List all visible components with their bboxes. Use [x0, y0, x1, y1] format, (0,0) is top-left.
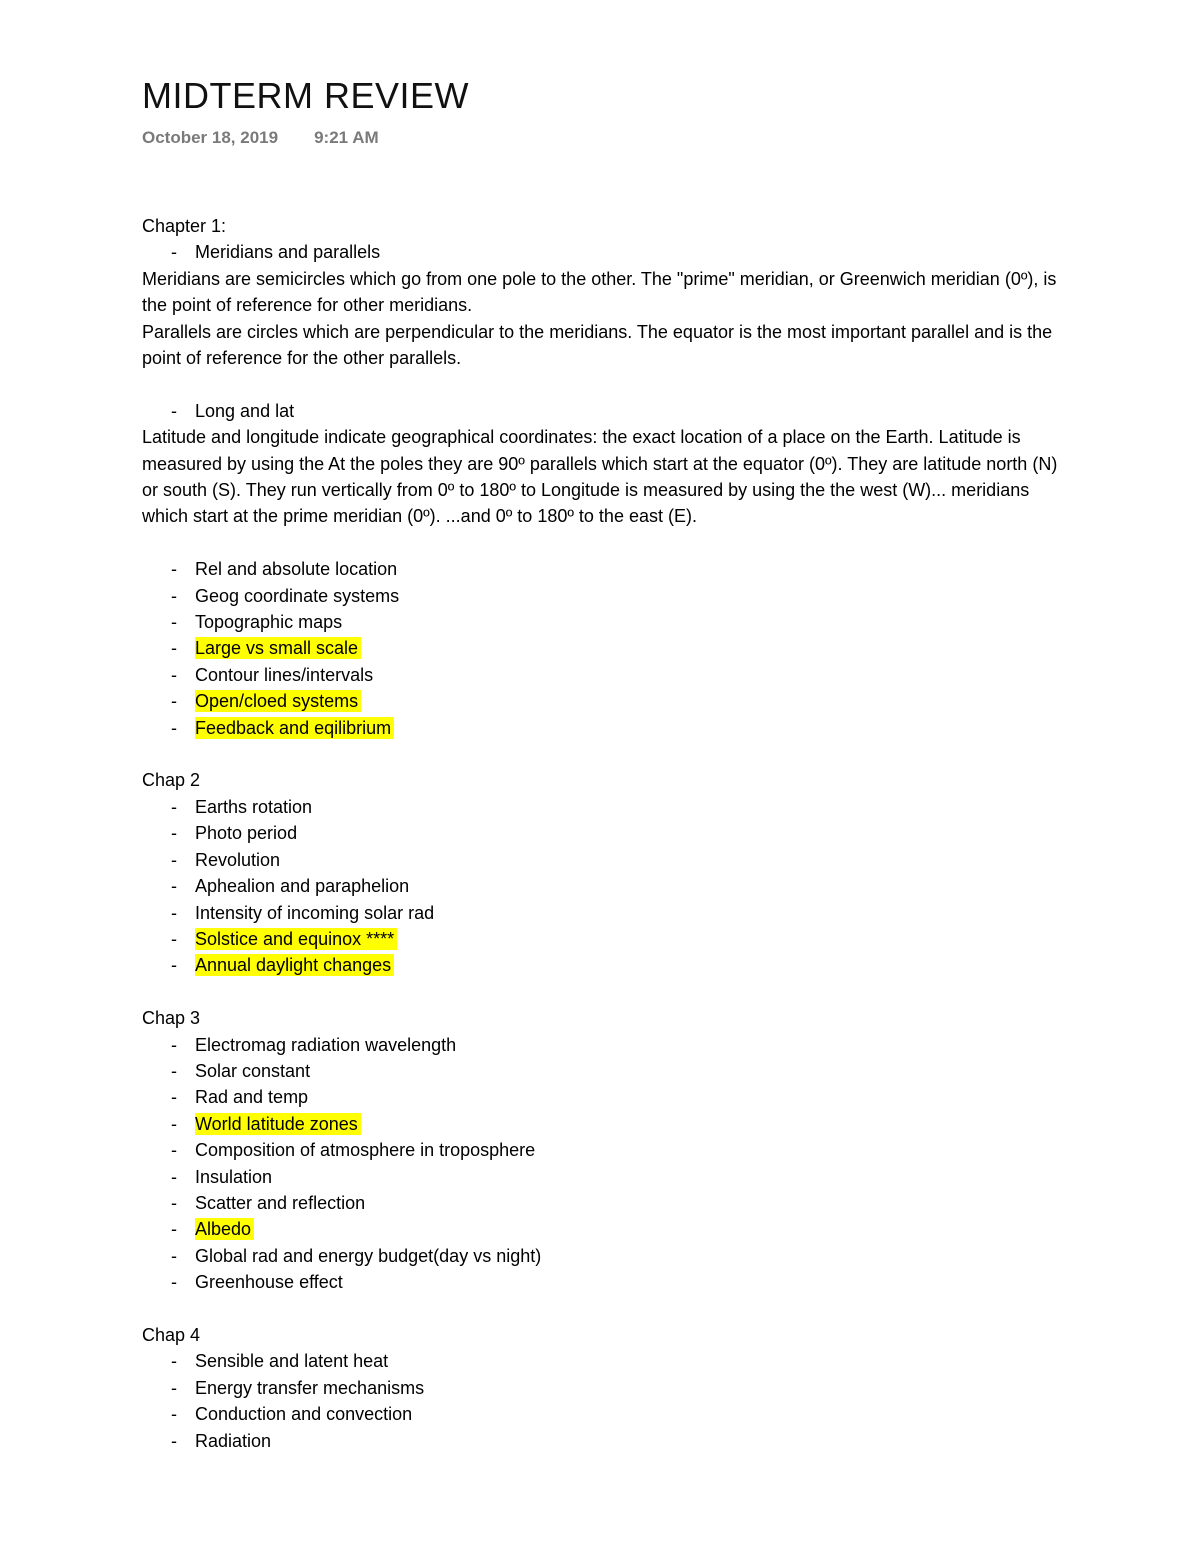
list-item [142, 1137, 1072, 1163]
note-body [142, 213, 1072, 1454]
note-time: 9:21 AM [314, 128, 379, 147]
list-item-text: Aphealion and paraphelion [195, 876, 410, 897]
list-item [142, 1428, 1072, 1454]
dash-bullet: - [171, 559, 177, 580]
list-item [142, 398, 1072, 424]
dash-bullet: - [171, 1404, 177, 1425]
list-item-text: Meridians and parallels [195, 242, 381, 263]
chapter-3-list [142, 1032, 1072, 1296]
list-item-text: Long and lat [195, 400, 295, 421]
list-item-text: Radiation [195, 1430, 272, 1451]
highlighted-item-text: World latitude zones [195, 1113, 361, 1135]
chapter-4-heading: Chap 4 [142, 1324, 201, 1345]
list-item [142, 1032, 1072, 1058]
list-item [142, 1348, 1072, 1374]
dash-bullet: - [171, 691, 177, 712]
list-item [142, 926, 1072, 952]
chapter-4-list [142, 1348, 1072, 1454]
list-item-text: Contour lines/intervals [195, 664, 374, 685]
dash-bullet: - [171, 928, 177, 949]
dash-bullet: - [171, 1113, 177, 1134]
dash-bullet: - [171, 1351, 177, 1372]
list-item-text: Earths rotation [195, 796, 313, 817]
list-item [142, 900, 1072, 926]
dash-bullet: - [171, 1430, 177, 1451]
dash-bullet: - [171, 1140, 177, 1161]
list-item-text: Electromag radiation wavelength [195, 1034, 457, 1055]
list-item [142, 820, 1072, 846]
list-item [142, 1084, 1072, 1110]
list-item-text: Photo period [195, 823, 298, 844]
list-item [142, 635, 1072, 661]
meridians-paragraph: Meridians are semicircles which go from one pole to the other. The "prime" meridian, or Greenwich meridian (0º), is the point of reference for other meridians. [142, 268, 1057, 316]
chapter-1-heading: Chapter 1: [142, 216, 227, 236]
list-item-text: Conduction and convection [195, 1404, 413, 1425]
dash-bullet: - [171, 1192, 177, 1213]
list-item [142, 1216, 1072, 1242]
chapter-2-heading: Chap 2 [142, 770, 201, 791]
chapter-3-heading: Chap 3 [142, 1008, 201, 1029]
dash-bullet: - [171, 876, 177, 897]
list-item [142, 794, 1072, 820]
chapter-1-topic-list-b [142, 398, 1072, 424]
dash-bullet: - [171, 400, 177, 421]
blank-line [142, 530, 1072, 556]
dash-bullet: - [171, 717, 177, 738]
highlighted-item-text: Solstice and equinox **** [195, 928, 397, 950]
blank-line [142, 371, 1072, 397]
list-item-text: Insulation [195, 1166, 273, 1187]
list-item [142, 1269, 1072, 1295]
dash-bullet: - [171, 1219, 177, 1240]
dash-bullet: - [171, 638, 177, 659]
highlighted-item-text: Open/cloed systems [195, 690, 361, 712]
dash-bullet: - [171, 1060, 177, 1081]
chapter-1-topic-list-a [142, 239, 1072, 265]
lat-long-paragraph: Latitude and longitude indicate geographical coordinates: the exact location of a place on the Earth. Latitude is measured by using the At the poles they are 90º parallels which start at the equator (0º). They are latitude north (N) or south (S). They run vertically from 0º to 180º to Longitude is measured by using the the west (W)... meridians which start at the prime meridian (0º). ...and 0º to 180º to the east (E). [142, 427, 1058, 527]
list-item [142, 556, 1072, 582]
list-item [142, 688, 1072, 714]
dash-bullet: - [171, 849, 177, 870]
list-item-text: Topographic maps [195, 612, 343, 633]
page-title: MIDTERM REVIEW [142, 75, 469, 116]
dash-bullet: - [171, 1245, 177, 1266]
list-item [142, 873, 1072, 899]
highlighted-item-text: Annual daylight changes [195, 954, 394, 976]
dash-bullet: - [171, 955, 177, 976]
list-item [142, 952, 1072, 978]
list-item [142, 1375, 1072, 1401]
chapter-1-list [142, 556, 1072, 741]
list-item-text: Energy transfer mechanisms [195, 1377, 425, 1398]
list-item-text: Rad and temp [195, 1087, 309, 1108]
list-item-text: Greenhouse effect [195, 1272, 343, 1293]
list-item-text: Intensity of incoming solar rad [195, 902, 435, 923]
dash-bullet: - [171, 1377, 177, 1398]
dash-bullet: - [171, 242, 177, 263]
list-item [142, 1058, 1072, 1084]
list-item-text: Revolution [195, 849, 281, 870]
list-item-text: Solar constant [195, 1060, 311, 1081]
dash-bullet: - [171, 796, 177, 817]
dash-bullet: - [171, 1272, 177, 1293]
dash-bullet: - [171, 1087, 177, 1108]
highlighted-item-text: Large vs small scale [195, 637, 361, 659]
note-date: October 18, 2019 [142, 128, 279, 147]
list-item [142, 662, 1072, 688]
list-item [142, 1243, 1072, 1269]
highlighted-item-text: Feedback and eqilibrium [195, 717, 394, 739]
list-item-text: Sensible and latent heat [195, 1351, 389, 1372]
list-item [142, 583, 1072, 609]
blank-line [142, 1296, 1072, 1322]
list-item [142, 609, 1072, 635]
dash-bullet: - [171, 902, 177, 923]
dash-bullet: - [171, 1166, 177, 1187]
list-item [142, 239, 1072, 265]
list-item-text: Geog coordinate systems [195, 585, 400, 606]
dash-bullet: - [171, 585, 177, 606]
list-item [142, 1190, 1072, 1216]
list-item [142, 1164, 1072, 1190]
note-metadata [142, 126, 379, 150]
blank-line [142, 741, 1072, 767]
dash-bullet: - [171, 664, 177, 685]
list-item [142, 1111, 1072, 1137]
list-item [142, 847, 1072, 873]
chapter-2-list [142, 794, 1072, 979]
dash-bullet: - [171, 1034, 177, 1055]
blank-line [142, 979, 1072, 1005]
dash-bullet: - [171, 823, 177, 844]
list-item [142, 715, 1072, 741]
parallels-paragraph: Parallels are circles which are perpendicular to the meridians. The equator is the most important parallel and is the point of reference for the other parallels. [142, 321, 1053, 369]
dash-bullet: - [171, 612, 177, 633]
highlighted-item-text: Albedo [195, 1218, 254, 1240]
list-item-text: Scatter and reflection [195, 1192, 366, 1213]
list-item-text: Global rad and energy budget(day vs night) [195, 1245, 542, 1266]
list-item-text: Rel and absolute location [195, 559, 398, 580]
list-item-text: Composition of atmosphere in troposphere [195, 1140, 536, 1161]
list-item [142, 1401, 1072, 1427]
